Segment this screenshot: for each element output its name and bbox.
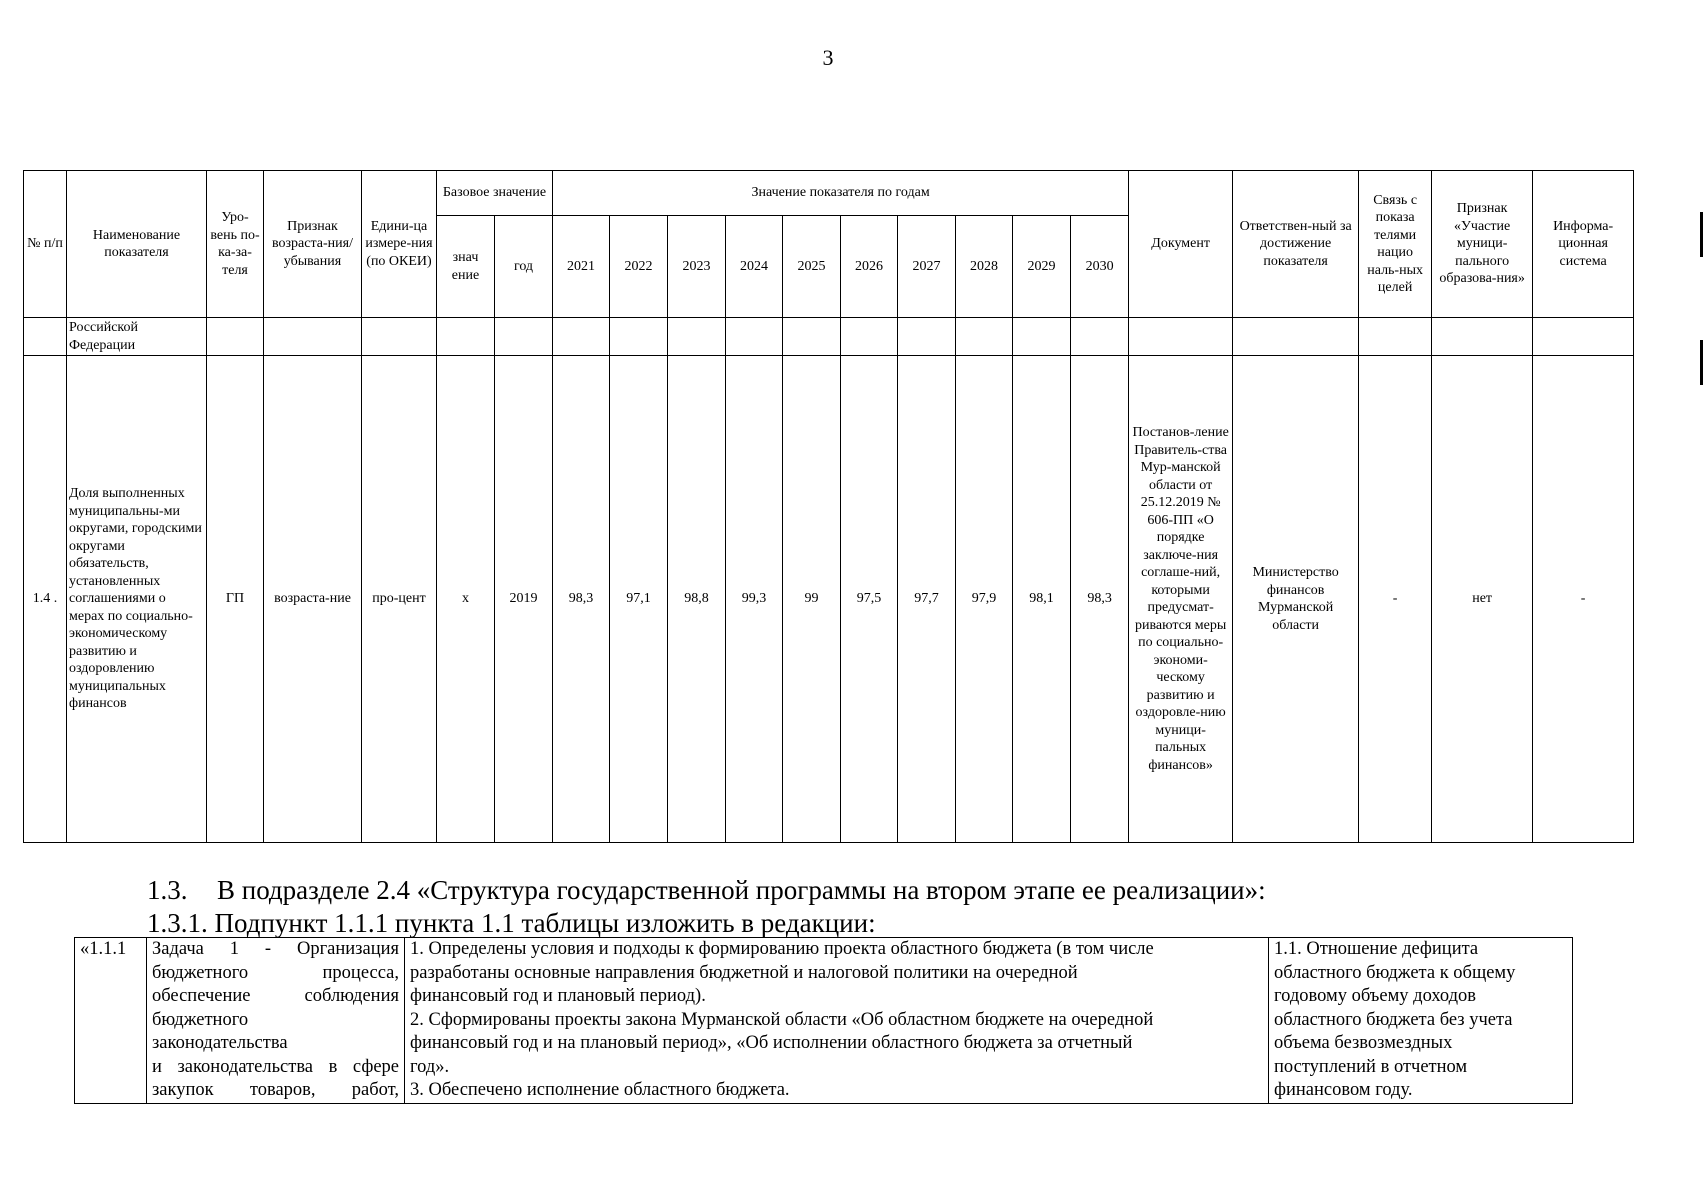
cell-value-2021: 98,3	[553, 356, 610, 843]
task-line: законодательства	[152, 1033, 288, 1053]
cell-value-2027: 97,7	[898, 356, 956, 843]
header-info-system: Информа-ционная система	[1533, 171, 1634, 318]
cell-task-num: «1.1.1	[75, 938, 147, 1104]
cell-value-2023: 98,8	[668, 356, 726, 843]
table-row	[75, 938, 1573, 1104]
table-row	[24, 318, 1634, 356]
header-year-2028: 2028	[956, 216, 1013, 318]
cell-base-value: х	[437, 356, 495, 843]
cell-name: Доля выполненных муниципальны-ми округами, городскими округами обязательств, установленных соглашениями о мерах по социально-экономическому развитию и оздоровлению муниципальных финансов	[67, 356, 207, 843]
header-level: Уро-вень по-ка-за-теля	[207, 171, 264, 318]
section-number: 1.3.	[147, 875, 188, 905]
indicator-line: поступлений в отчетном	[1274, 1056, 1468, 1077]
header-document: Документ	[1129, 171, 1233, 318]
header-year-2027: 2027	[898, 216, 956, 318]
header-year-2026: 2026	[841, 216, 898, 318]
cell-responsible: Министерство финансов Мурманской области	[1233, 356, 1359, 843]
header-link: Связь с показа телями нацио наль-ных целей	[1359, 171, 1432, 318]
cell-empty	[24, 318, 67, 356]
header-year-2029: 2029	[1013, 216, 1071, 318]
cell-name-continued: Российской Федерации	[67, 318, 207, 356]
header-responsible: Ответствен-ный за достижение показателя	[1233, 171, 1359, 318]
cell-task-indicator	[1269, 938, 1573, 1104]
header-num: № п/п	[24, 171, 67, 318]
result-line: финансовый год и плановый период).	[410, 986, 706, 1006]
cell-unit: про-цент	[362, 356, 437, 843]
table-row	[24, 356, 1634, 843]
header-year-2021: 2021	[553, 216, 610, 318]
header-name: Наименование показателя	[67, 171, 207, 318]
indicator-line: объема безвозмездных	[1274, 1033, 1453, 1053]
task-line: бюджетного	[152, 1009, 249, 1030]
cell-task-description	[147, 938, 405, 1104]
cell-info-system: -	[1533, 356, 1634, 843]
task-line: бюджетного процесса,	[152, 962, 399, 983]
cell-level: ГП	[207, 356, 264, 843]
result-line: разработаны основные направления бюджетной и налоговой политики на очередной	[410, 962, 1078, 983]
indicator-line: годовому объему доходов	[1274, 986, 1477, 1006]
cell-num: 1.4 .	[24, 356, 67, 843]
cell-trend: возраста-ние	[264, 356, 362, 843]
indicator-line: финансовом году.	[1274, 1080, 1413, 1100]
cell-value-2026: 97,5	[841, 356, 898, 843]
header-year-2030: 2030	[1071, 216, 1129, 318]
task-line: Задача 1 - Организация	[152, 939, 399, 959]
header-unit: Едини-ца измере-ния (по ОКЕИ)	[362, 171, 437, 318]
header-base-value: знач ение	[437, 216, 495, 318]
result-line: год».	[410, 1056, 450, 1077]
header-year-2025: 2025	[783, 216, 841, 318]
section-heading-1-3	[147, 877, 1266, 904]
task-table	[74, 937, 1573, 1104]
cell-value-2030: 98,3	[1071, 356, 1129, 843]
cell-link: -	[1359, 356, 1432, 843]
header-base-year: год	[495, 216, 553, 318]
header-year-2024: 2024	[726, 216, 783, 318]
header-trend: Признак возраста-ния/ убывания	[264, 171, 362, 318]
result-line: 3. Обеспечено исполнение областного бюджета.	[410, 1080, 790, 1100]
page-number: 3	[822, 45, 834, 70]
cell-task-results	[405, 938, 1269, 1104]
result-line: 1. Определены условия и подходы к формированию проекта областного бюджета (в том числе	[410, 939, 1154, 959]
cell-municipal: нет	[1432, 356, 1533, 843]
cell-value-2022: 97,1	[610, 356, 668, 843]
header-base-group: Базовое значение	[437, 171, 553, 216]
indicator-line: областного бюджета к общему	[1274, 962, 1516, 983]
header-municipal: Признак «Участие муници-пального образова-ния»	[1432, 171, 1533, 318]
result-line: финансовый год и на плановый период», «Об исполнении областного бюджета за отчетный	[410, 1033, 1133, 1053]
header-years-group: Значение показателя по годам	[553, 171, 1129, 216]
section-heading-1-3-1: 1.3.1. Подпункт 1.1.1 пункта 1.1 таблицы изложить в редакции:	[147, 908, 876, 938]
task-line: обеспечение соблюдения	[152, 986, 399, 1006]
result-line: 2. Сформированы проекты закона Мурманской области «Об областном бюджете на очередной	[410, 1009, 1154, 1030]
task-line: и законодательства в сфере	[152, 1056, 399, 1077]
indicator-line: областного бюджета без учета	[1274, 1009, 1513, 1030]
indicator-line: 1.1. Отношение дефицита	[1274, 939, 1479, 959]
header-year-2023: 2023	[668, 216, 726, 318]
cell-base-year: 2019	[495, 356, 553, 843]
section-text: В подразделе 2.4 «Структура государственной программы на втором этапе ее реализации»:	[217, 875, 1266, 905]
header-year-2022: 2022	[610, 216, 668, 318]
indicators-table	[23, 170, 1634, 843]
cell-value-2024: 99,3	[726, 356, 783, 843]
cell-document: Постанов-ление Правитель-ства Мур-манской области от 25.12.2019 № 606-ПП «О порядке заключе-ния соглаше-ний, которыми предусмат-риваются меры по социально-экономи-ческому развитию и оздоровле-нию муници-пальных финансов»	[1129, 356, 1233, 843]
cell-value-2029: 98,1	[1013, 356, 1071, 843]
task-line: закупок товаров, работ,	[152, 1080, 399, 1100]
cell-value-2028: 97,9	[956, 356, 1013, 843]
cell-value-2025: 99	[783, 356, 841, 843]
